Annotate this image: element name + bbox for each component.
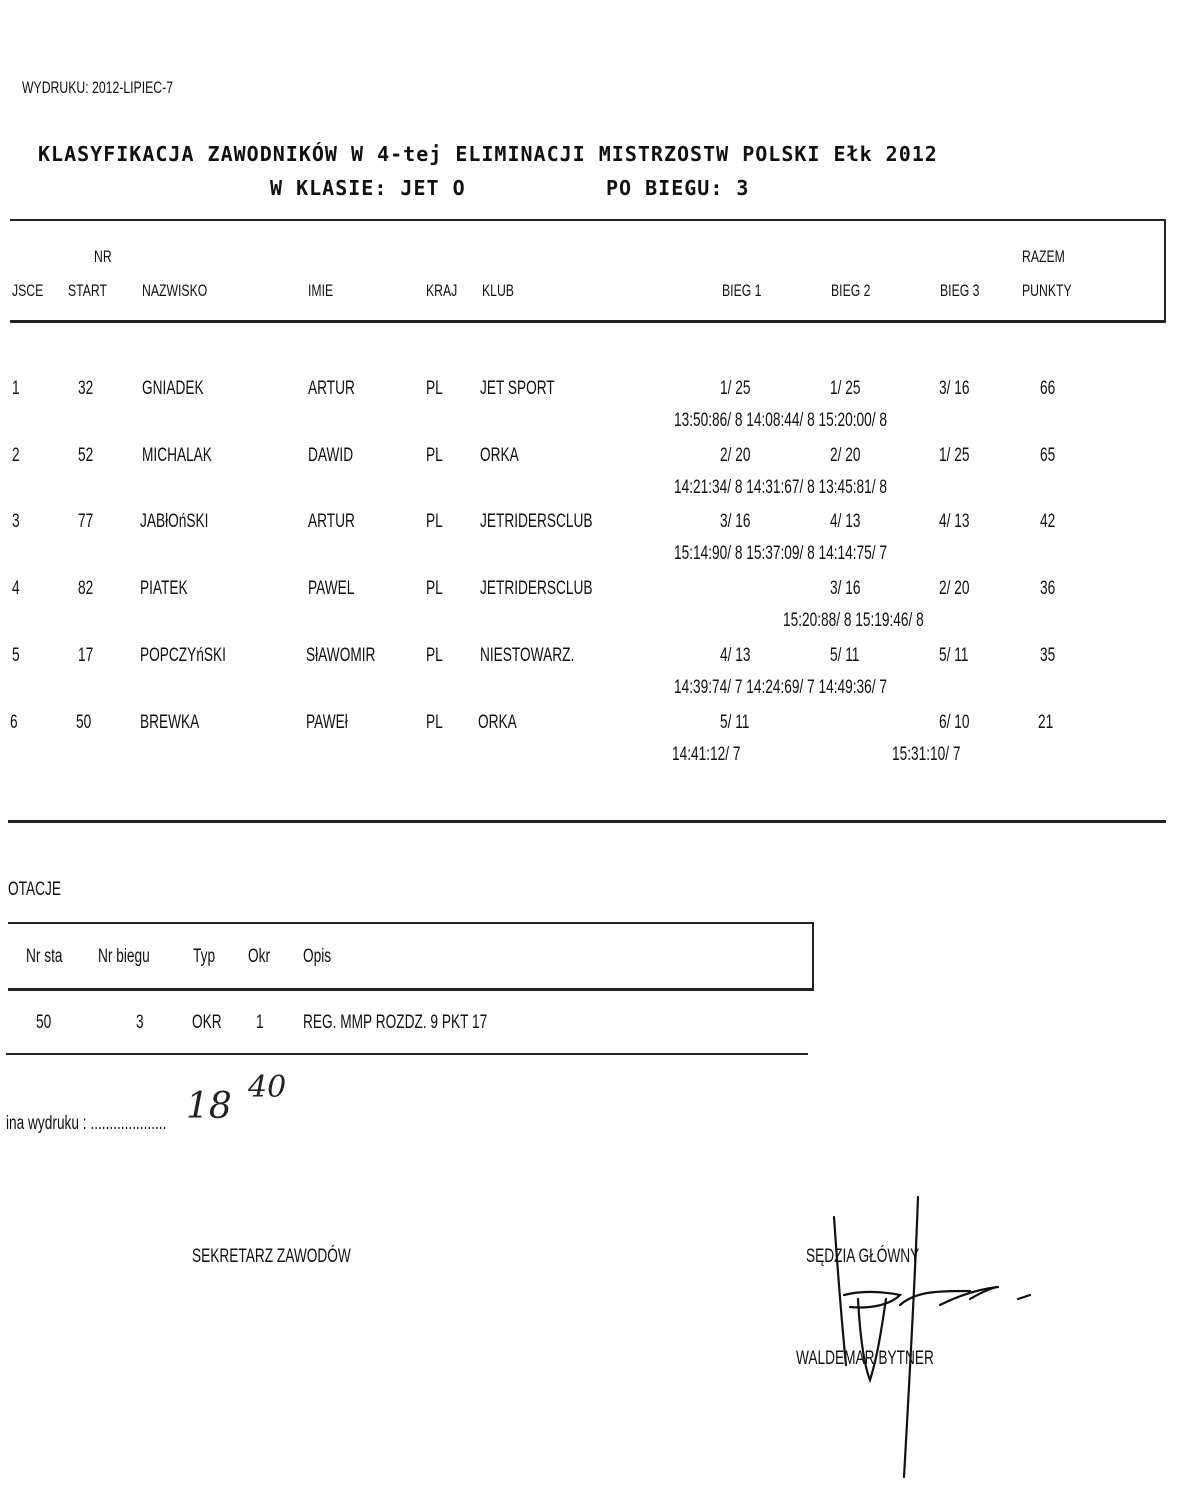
row-place: 3 bbox=[12, 511, 20, 532]
row-times: 13:50:86/ 8 14:08:44/ 8 15:20:00/ 8 bbox=[674, 410, 887, 431]
row-club: JETRIDERSCLUB bbox=[480, 578, 593, 599]
row-times: 15:20:88/ 8 15:19:46/ 8 bbox=[783, 610, 924, 631]
col-start: START bbox=[68, 281, 107, 300]
print-time-handwritten-minutes: 40 bbox=[248, 1070, 287, 1105]
print-time-label: ina wydruku : .................... bbox=[6, 1113, 167, 1134]
row-times: 14:39:74/ 7 14:24:69/ 7 14:49:36/ 7 bbox=[674, 677, 887, 698]
row-race3: 2/ 20 bbox=[939, 578, 970, 599]
row-race3: 6/ 10 bbox=[939, 712, 970, 733]
row-race1: 1/ 25 bbox=[720, 378, 751, 399]
col-country: KRAJ bbox=[426, 281, 458, 300]
notes-col-okr: Okr bbox=[248, 946, 271, 967]
row-country: PL bbox=[426, 578, 443, 599]
row-race2: 1/ 25 bbox=[830, 378, 861, 399]
row-country: PL bbox=[426, 511, 443, 532]
notes-nr-sta: 50 bbox=[36, 1012, 52, 1033]
row-total: 36 bbox=[1040, 578, 1056, 599]
row-race2: 5/ 11 bbox=[830, 645, 860, 666]
row-start: 32 bbox=[78, 378, 94, 399]
row-surname: PIATEK bbox=[140, 578, 188, 599]
judge-label: SĘDZIA GŁÓWNY bbox=[806, 1246, 920, 1267]
notes-col-nr-sta: Nr sta bbox=[26, 946, 63, 967]
row-name: ARTUR bbox=[308, 511, 355, 532]
col-race3: BIEG 3 bbox=[940, 281, 980, 300]
row-race1: 5/ 11 bbox=[720, 712, 750, 733]
row-race2: 4/ 13 bbox=[830, 511, 861, 532]
judge-name: WALDEMAR BYTNER bbox=[796, 1348, 934, 1369]
notes-right-rule bbox=[812, 922, 814, 990]
row-place: 4 bbox=[12, 578, 20, 599]
row-name: ARTUR bbox=[308, 378, 355, 399]
row-place: 1 bbox=[12, 378, 20, 399]
row-place: 6 bbox=[10, 712, 18, 733]
row-surname: BREWKA bbox=[140, 712, 200, 733]
secretary-label: SEKRETARZ ZAWODÓW bbox=[192, 1246, 351, 1267]
row-country: PL bbox=[426, 378, 443, 399]
row-country: PL bbox=[426, 645, 443, 666]
row-race3: 1/ 25 bbox=[939, 445, 970, 466]
table-top-rule bbox=[10, 219, 1166, 221]
row-total: 35 bbox=[1040, 645, 1056, 666]
row-times-race3: 15:31:10/ 7 bbox=[892, 744, 961, 765]
row-surname: POPCZYńSKI bbox=[140, 645, 226, 666]
row-start: 52 bbox=[78, 445, 94, 466]
notes-top-rule bbox=[8, 922, 814, 924]
row-name: PAWEł bbox=[306, 712, 348, 733]
class-label: W KLASIE: JET O bbox=[270, 176, 466, 200]
row-race2: 3/ 16 bbox=[830, 578, 861, 599]
print-date: WYDRUKU: 2012-LIPIEC-7 bbox=[22, 78, 174, 97]
row-name: PAWEL bbox=[308, 578, 355, 599]
row-times: 14:21:34/ 8 14:31:67/ 8 13:45:81/ 8 bbox=[674, 477, 887, 498]
row-start: 77 bbox=[78, 511, 94, 532]
notes-okr: 1 bbox=[256, 1012, 264, 1033]
row-surname: JABłOńSKI bbox=[140, 511, 209, 532]
row-total: 42 bbox=[1040, 511, 1056, 532]
row-place: 2 bbox=[12, 445, 20, 466]
row-times-race1: 14:41:12/ 7 bbox=[672, 744, 741, 765]
row-club: ORKA bbox=[480, 445, 519, 466]
col-surname: NAZWISKO bbox=[142, 281, 208, 300]
judge-signature bbox=[820, 1195, 1050, 1495]
row-surname: GNIADEK bbox=[142, 378, 204, 399]
notes-heading: OTACJE bbox=[8, 879, 61, 900]
page-title: KLASYFIKACJA ZAWODNIKÓW W 4-tej ELIMINACJI MISTRZOSTW POLSKI Ełk 2012 bbox=[38, 142, 938, 166]
row-name: DAWID bbox=[308, 445, 354, 466]
after-race-label: PO BIEGU: 3 bbox=[606, 176, 750, 200]
notes-col-nr-biegu: Nr biegu bbox=[98, 946, 150, 967]
row-start: 82 bbox=[78, 578, 94, 599]
table-bottom-rule bbox=[8, 820, 1166, 823]
col-club: KLUB bbox=[482, 281, 514, 300]
col-nr: NR bbox=[94, 247, 112, 266]
row-place: 5 bbox=[12, 645, 20, 666]
row-race3: 5/ 11 bbox=[939, 645, 969, 666]
row-country: PL bbox=[426, 445, 443, 466]
row-total: 65 bbox=[1040, 445, 1056, 466]
notes-col-typ: Typ bbox=[193, 946, 216, 967]
row-start: 17 bbox=[78, 645, 94, 666]
col-total-top: RAZEM bbox=[1022, 247, 1065, 266]
col-race1: BIEG 1 bbox=[722, 281, 762, 300]
notes-col-opis: Opis bbox=[303, 946, 332, 967]
row-total: 21 bbox=[1038, 712, 1054, 733]
col-name: IMIE bbox=[308, 281, 334, 300]
table-header-rule bbox=[10, 320, 1166, 323]
row-country: PL bbox=[426, 712, 443, 733]
notes-bottom-rule bbox=[6, 1053, 808, 1055]
row-name: SłAWOMIR bbox=[306, 645, 376, 666]
notes-typ: OKR bbox=[192, 1012, 222, 1033]
notes-nr-biegu: 3 bbox=[136, 1012, 144, 1033]
row-race1: 2/ 20 bbox=[720, 445, 751, 466]
table-right-rule bbox=[1164, 219, 1166, 323]
row-club: NIESTOWARZ. bbox=[480, 645, 575, 666]
notes-opis: REG. MMP ROZDZ. 9 PKT 17 bbox=[303, 1012, 488, 1033]
row-surname: MICHALAK bbox=[142, 445, 212, 466]
col-place: JSCE bbox=[12, 281, 44, 300]
row-race1: 4/ 13 bbox=[720, 645, 751, 666]
print-time-handwritten-hours: 18 bbox=[186, 1086, 232, 1127]
col-total-bottom: PUNKTY bbox=[1022, 281, 1072, 300]
row-total: 66 bbox=[1040, 378, 1056, 399]
row-race1: 3/ 16 bbox=[720, 511, 751, 532]
notes-header-rule bbox=[8, 988, 814, 991]
row-times: 15:14:90/ 8 15:37:09/ 8 14:14:75/ 7 bbox=[674, 543, 887, 564]
col-race2: BIEG 2 bbox=[831, 281, 871, 300]
row-club: JET SPORT bbox=[480, 378, 555, 399]
row-race3: 4/ 13 bbox=[939, 511, 970, 532]
row-start: 50 bbox=[76, 712, 92, 733]
row-race2: 2/ 20 bbox=[830, 445, 861, 466]
row-race3: 3/ 16 bbox=[939, 378, 970, 399]
row-club: ORKA bbox=[478, 712, 517, 733]
row-club: JETRIDERSCLUB bbox=[480, 511, 593, 532]
